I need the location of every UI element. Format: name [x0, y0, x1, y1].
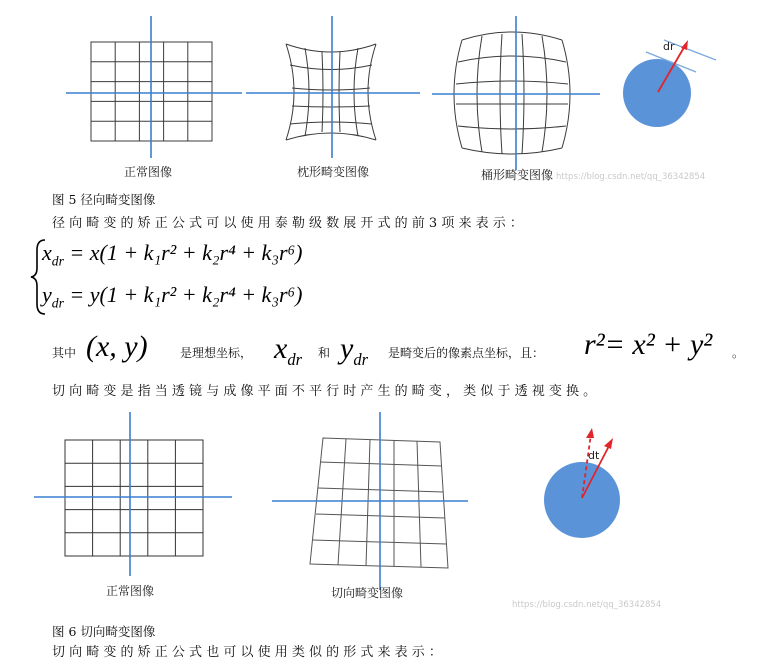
panel-label-tangential: 切向畸变图像 — [331, 586, 404, 600]
normal-grid-2 — [65, 440, 203, 556]
radial-disc-panel — [623, 40, 716, 127]
figure-5 — [0, 0, 773, 205]
barrel-grid — [454, 32, 570, 154]
panel-label-normal: 正常图像 — [124, 165, 173, 179]
def-ideal-coord: (x, y) — [86, 330, 148, 363]
dashed-arrowhead — [586, 428, 594, 438]
def-prefix: 其中 — [52, 346, 77, 360]
eq2-sub: dr — [51, 295, 64, 311]
def-ydr: $y_{dr}$ — [340, 332, 368, 369]
vector-label-dt: dt — [588, 449, 600, 462]
tangential-arrowhead — [604, 438, 613, 449]
figure-6 — [0, 400, 773, 615]
figure-5-caption: 图 5 径向畸变图像 — [52, 192, 156, 207]
panel-label-barrel: 桶形畸变图像 — [481, 168, 554, 182]
tangential-grid — [310, 438, 448, 568]
lens-disc — [623, 59, 691, 127]
def-r-squared: r²= x² + y² — [584, 328, 713, 361]
eq1-sub: dr — [51, 253, 64, 269]
equation-y — [42, 282, 303, 311]
radial-arrowhead — [681, 40, 688, 50]
paragraph-tangential-correction: 切 向 畸 变 的 矫 正 公 式 也 可 以 使 用 类 似 的 形 式 来 表 示 ： — [52, 645, 442, 660]
def-xdr: $x_{dr}$ — [274, 332, 302, 369]
eq2-rhs: = y(1 + k₁r² + k₂r⁴ + k₃r⁶) — [69, 282, 303, 307]
eq1-rhs: = x(1 + k₁r² + k₂r⁴ + k₃r⁶) — [69, 240, 303, 265]
lens-disc-2 — [544, 462, 620, 538]
def-period: 。 — [732, 346, 745, 360]
pincushion-panel — [246, 16, 420, 158]
def-distorted-text: 是畸变后的像素点坐标，且： — [388, 346, 545, 360]
watermark-2: https://blog.csdn.net/qq_36342854 — [512, 600, 662, 610]
normal-grid-panel — [66, 16, 242, 158]
equation-system — [28, 236, 388, 318]
tangential-panel — [272, 412, 468, 590]
figure-6-caption: 图 6 切向畸变图像 — [52, 624, 156, 639]
equation-x — [42, 240, 303, 269]
def-and: 和 — [318, 346, 331, 360]
pincushion-grid — [286, 44, 376, 140]
eq2-lhs: y — [42, 282, 52, 307]
barrel-panel — [432, 16, 600, 170]
paragraph-tangential-definition: 切 向 畸 变 是 指 当 透 镜 与 成 像 平 面 不 平 行 时 产 生 的 畸 变 ， 类 似 于 透 视 变 换 。 — [52, 384, 597, 399]
def-ideal-text: 是理想坐标， — [180, 346, 253, 360]
watermark: https://blog.csdn.net/qq_36342854 — [556, 172, 706, 182]
definition-line — [52, 330, 772, 372]
vector-label-dr: dr — [663, 40, 675, 53]
eq1-lhs: x — [42, 240, 52, 265]
tangential-disc-panel — [544, 428, 620, 538]
paragraph-radial-correction: 径 向 畸 变 的 矫 正 公 式 可 以 使 用 泰 勒 级 数 展 开 式 的 前 3 项 来 表 示 ： — [52, 216, 523, 231]
normal-grid-panel-2 — [34, 412, 232, 576]
panel-label-pincushion: 枕形畸变图像 — [297, 165, 370, 179]
panel-label-normal-2: 正常图像 — [106, 584, 155, 598]
